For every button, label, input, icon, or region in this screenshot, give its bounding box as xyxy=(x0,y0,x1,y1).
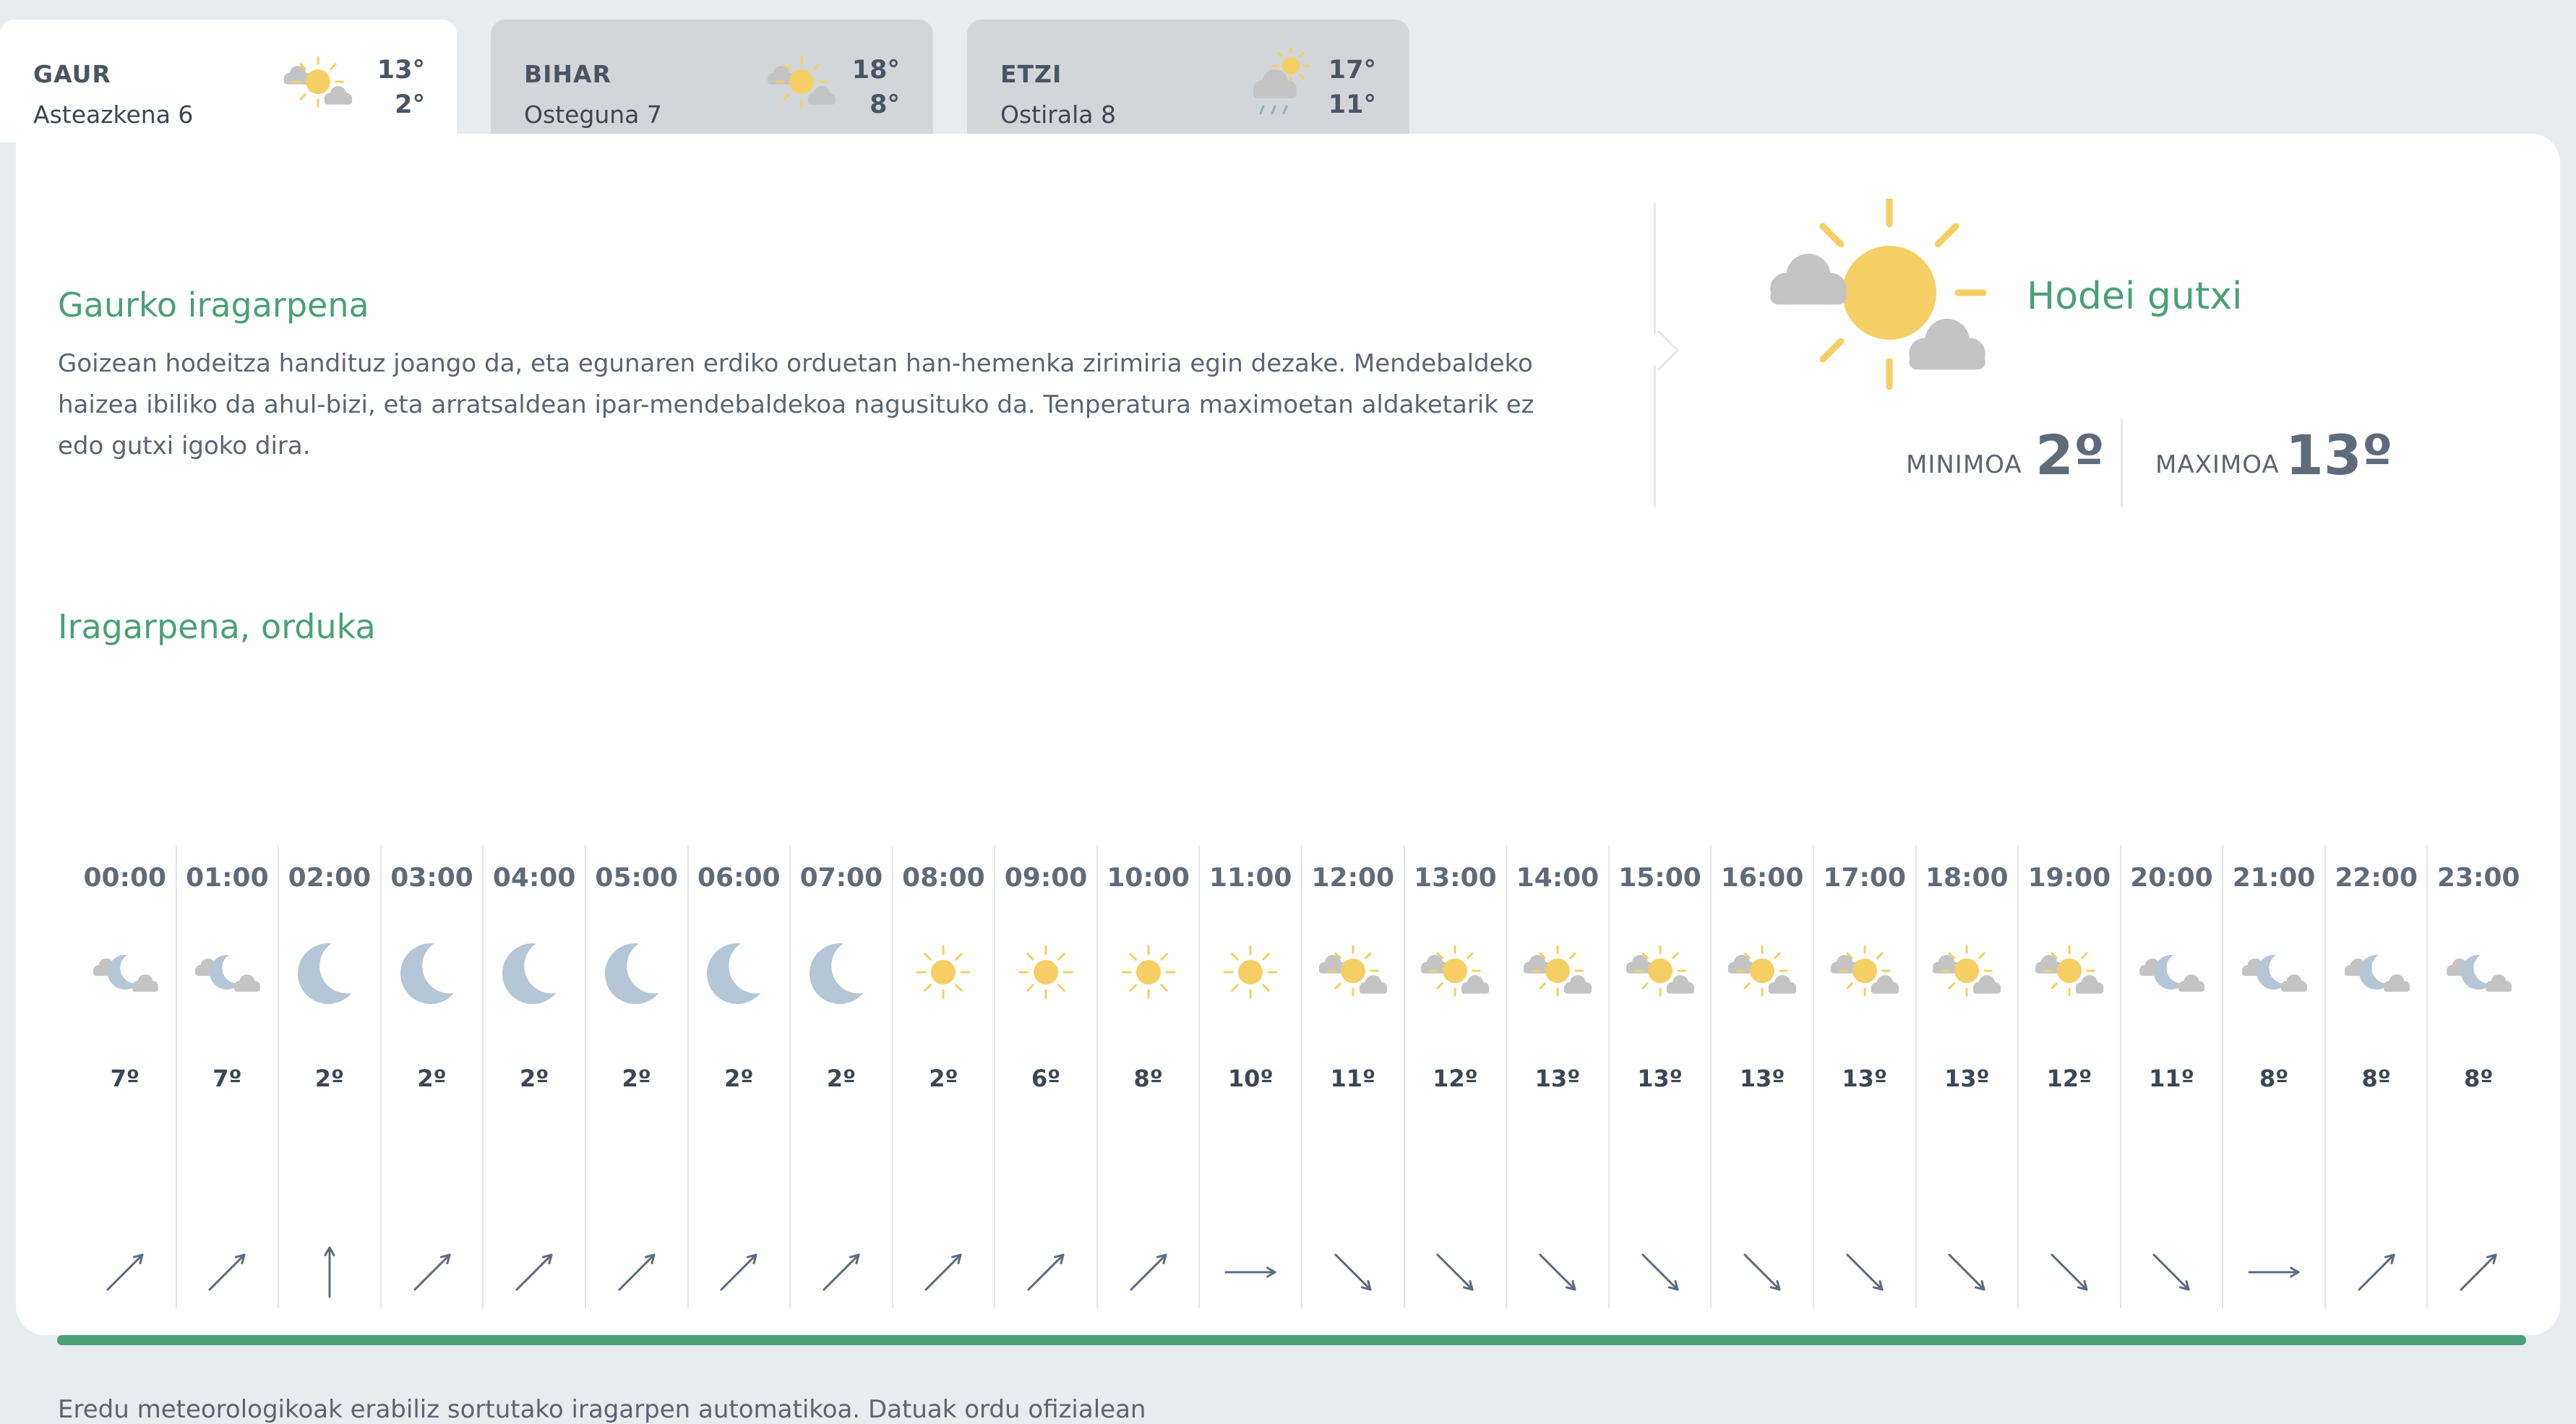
tab-min-temp: 11° xyxy=(1328,90,1376,119)
tab-bihar[interactable] xyxy=(491,20,933,135)
sun-cloud-icon xyxy=(2026,929,2113,1016)
moon-icon xyxy=(491,929,578,1016)
hour-column xyxy=(585,846,688,1308)
tab-max-temp: 17° xyxy=(1328,56,1376,85)
wind-arrow-icon xyxy=(1730,1240,1795,1305)
divider-arrow xyxy=(1639,330,1679,370)
hour-temperature: 2º xyxy=(417,1065,447,1092)
moon-cloud-icon xyxy=(2435,929,2522,1016)
hour-temperature: 8º xyxy=(1133,1065,1163,1092)
hour-temperature: 7º xyxy=(110,1065,139,1092)
hour-time: 07:00 xyxy=(799,863,883,893)
forecast-title: Gaurko iragarpena xyxy=(58,286,369,325)
hour-temperature: 12º xyxy=(1433,1065,1478,1092)
wind-arrow-icon xyxy=(400,1240,465,1305)
moon-cloud-icon xyxy=(184,929,270,1016)
tab-date: Asteazkena 6 xyxy=(33,100,194,129)
moon-cloud-icon xyxy=(82,929,168,1016)
sun-cloud-icon xyxy=(1617,929,1704,1016)
hour-column xyxy=(1404,846,1507,1308)
hourly-scrollbar[interactable] xyxy=(57,1335,2526,1345)
sun-icon xyxy=(1003,929,1089,1016)
hour-temperature: 11º xyxy=(2149,1065,2194,1092)
hour-time: 20:00 xyxy=(2130,863,2213,893)
hour-column xyxy=(74,846,176,1308)
wind-arrow-icon xyxy=(1934,1240,1999,1305)
hour-time: 11:00 xyxy=(1208,863,1292,893)
hour-temperature: 7º xyxy=(212,1065,242,1092)
wind-arrow-icon xyxy=(1116,1240,1181,1305)
wind-arrow-icon xyxy=(1321,1240,1386,1305)
sun-icon xyxy=(1105,929,1192,1016)
hour-column xyxy=(278,846,381,1308)
sun-cloud-icon xyxy=(1758,199,2004,408)
sun-cloud-icon xyxy=(1412,929,1498,1016)
hour-column xyxy=(1302,846,1404,1308)
wind-arrow-icon xyxy=(2446,1240,2511,1305)
moon-cloud-icon xyxy=(2231,929,2317,1016)
wind-arrow-icon xyxy=(2344,1240,2409,1305)
hour-time: 00:00 xyxy=(83,863,167,893)
wind-arrow-icon xyxy=(706,1240,771,1305)
hour-column xyxy=(1199,846,1302,1308)
hour-column xyxy=(893,846,995,1308)
moon-icon xyxy=(695,929,782,1016)
tab-max-temp: 13° xyxy=(377,56,425,85)
wind-arrow-icon xyxy=(2241,1240,2306,1305)
min-label: MINIMOA xyxy=(1906,450,2022,479)
wind-arrow-icon xyxy=(1013,1240,1078,1305)
wind-arrow-icon xyxy=(911,1240,976,1305)
hour-time: 13:00 xyxy=(1414,863,1497,893)
hour-time: 18:00 xyxy=(1925,863,2009,893)
tab-min-temp: 2° xyxy=(395,90,425,119)
moon-icon xyxy=(389,929,476,1016)
hour-column xyxy=(2121,846,2223,1308)
wind-arrow-icon xyxy=(297,1240,362,1305)
hour-temperature: 8º xyxy=(2464,1065,2494,1092)
max-value: 13º xyxy=(2285,423,2393,487)
hour-temperature: 10º xyxy=(1227,1065,1274,1092)
hour-time: 05:00 xyxy=(595,863,678,893)
hour-temperature: 8º xyxy=(2259,1065,2289,1092)
moon-cloud-icon xyxy=(2333,929,2420,1016)
sun-cloud-icon xyxy=(1923,929,2010,1016)
hour-temperature: 2º xyxy=(314,1065,345,1092)
wind-arrow-icon xyxy=(1628,1240,1693,1305)
hour-time: 04:00 xyxy=(492,863,576,893)
hour-column xyxy=(483,846,585,1308)
hour-column xyxy=(1711,846,1813,1308)
hour-column xyxy=(790,846,893,1308)
moon-icon xyxy=(286,929,373,1016)
tab-day-name: BIHAR xyxy=(524,60,611,88)
hour-temperature: 2º xyxy=(622,1065,651,1092)
sun-cloud-icon xyxy=(1821,929,1908,1016)
sun-cloud-icon xyxy=(758,40,845,126)
cloud-rain-icon xyxy=(1235,40,1321,126)
hourly-title: Iragarpena, orduka xyxy=(58,607,376,646)
tab-etzi[interactable] xyxy=(967,20,1409,135)
forecast-text: Goizean hodeitza handituz joango da, eta egunaren erdiko orduetan han-hemenka zirimiria egin dezake. Mendebaldeko haizea ibiliko da ahul-bizi, eta arratsaldean ipar-mendebaldekoa nagusituko da. Tenperatura maximoetan aldaketarik ez edo gutxi igoko dira. xyxy=(58,349,1534,460)
wind-arrow-icon xyxy=(2037,1240,2102,1305)
tab-gaur[interactable] xyxy=(0,20,457,142)
hour-time: 22:00 xyxy=(2335,863,2418,893)
hour-temperature: 13º xyxy=(1534,1065,1581,1092)
hour-temperature: 2º xyxy=(724,1065,754,1092)
hour-time: 12:00 xyxy=(1311,863,1395,893)
hour-column xyxy=(1916,846,2019,1308)
hour-column xyxy=(995,846,1097,1308)
hour-time: 02:00 xyxy=(288,863,372,893)
min-max-separator xyxy=(2121,419,2123,507)
hour-column xyxy=(1097,846,1200,1308)
hour-time: 01:00 xyxy=(186,863,269,893)
hour-temperature: 11º xyxy=(1330,1065,1376,1092)
hour-temperature: 6º xyxy=(1031,1065,1061,1092)
hour-time: 23:00 xyxy=(2437,863,2520,893)
hour-column xyxy=(381,846,484,1308)
wind-arrow-icon xyxy=(2139,1240,2204,1305)
sun-cloud-icon xyxy=(1310,929,1396,1016)
hour-column xyxy=(1609,846,1712,1308)
hour-time: 10:00 xyxy=(1107,863,1190,893)
moon-cloud-icon xyxy=(2128,929,2215,1016)
tab-date: Osteguna 7 xyxy=(524,100,662,129)
hour-column xyxy=(688,846,791,1308)
hour-column xyxy=(1813,846,1916,1308)
hour-time: 17:00 xyxy=(1823,863,1906,893)
hour-column xyxy=(1506,846,1609,1308)
wind-arrow-icon xyxy=(93,1240,158,1305)
moon-icon xyxy=(798,929,885,1016)
wind-arrow-icon xyxy=(604,1240,669,1305)
wind-arrow-icon xyxy=(502,1240,567,1305)
condition-label: Hodei gutxi xyxy=(2027,275,2243,318)
hour-temperature: 2º xyxy=(519,1065,549,1092)
tab-min-temp: 8° xyxy=(870,90,900,119)
tab-day-name: GAUR xyxy=(33,60,111,88)
hour-temperature: 13º xyxy=(1842,1065,1887,1092)
hour-temperature: 12º xyxy=(2046,1065,2092,1092)
hour-time: 08:00 xyxy=(902,863,985,893)
tab-max-temp: 18° xyxy=(851,56,900,85)
wind-arrow-icon xyxy=(1525,1240,1590,1305)
sun-cloud-icon xyxy=(1514,929,1601,1016)
hour-column xyxy=(176,846,279,1308)
hour-time: 16:00 xyxy=(1720,863,1804,893)
hour-time: 19:00 xyxy=(2027,863,2111,893)
hour-temperature: 13º xyxy=(1739,1065,1785,1092)
tab-date: Ostirala 8 xyxy=(1000,100,1116,129)
min-value: 2º xyxy=(2035,423,2105,487)
hour-time: 14:00 xyxy=(1516,863,1600,893)
forecast-panel xyxy=(16,134,2560,1424)
hour-column xyxy=(2223,846,2325,1308)
wind-arrow-icon xyxy=(1218,1240,1283,1305)
sun-cloud-icon xyxy=(275,40,361,126)
sun-icon xyxy=(900,929,987,1016)
tab-day-name: ETZI xyxy=(1000,60,1062,88)
footer-note: Eredu meteorologikoak erabiliz sortutako iragarpen automatikoa. Datuak ordu ofizialean xyxy=(58,1395,1146,1424)
moon-icon xyxy=(593,929,680,1016)
hour-temperature: 13º xyxy=(1637,1065,1683,1092)
hour-time: 09:00 xyxy=(1004,863,1088,893)
hour-time: 03:00 xyxy=(390,863,473,893)
hour-time: 15:00 xyxy=(1618,863,1701,893)
hour-column xyxy=(2325,846,2428,1308)
hour-time: 21:00 xyxy=(2232,863,2316,893)
hour-column xyxy=(2427,846,2530,1308)
hour-temperature: 8º xyxy=(2361,1065,2391,1092)
wind-arrow-icon xyxy=(809,1240,874,1305)
hour-temperature: 2º xyxy=(929,1065,958,1092)
max-label: MAXIMOA xyxy=(2155,450,2280,479)
wind-arrow-icon xyxy=(194,1240,259,1305)
hour-temperature: 2º xyxy=(826,1065,856,1092)
hour-temperature: 13º xyxy=(1944,1065,1990,1092)
wind-arrow-icon xyxy=(1422,1240,1487,1305)
sun-cloud-icon xyxy=(1719,929,1806,1016)
hour-column xyxy=(2018,846,2121,1308)
sun-icon xyxy=(1207,929,1294,1016)
wind-arrow-icon xyxy=(1832,1240,1897,1305)
hour-time: 06:00 xyxy=(697,863,781,893)
